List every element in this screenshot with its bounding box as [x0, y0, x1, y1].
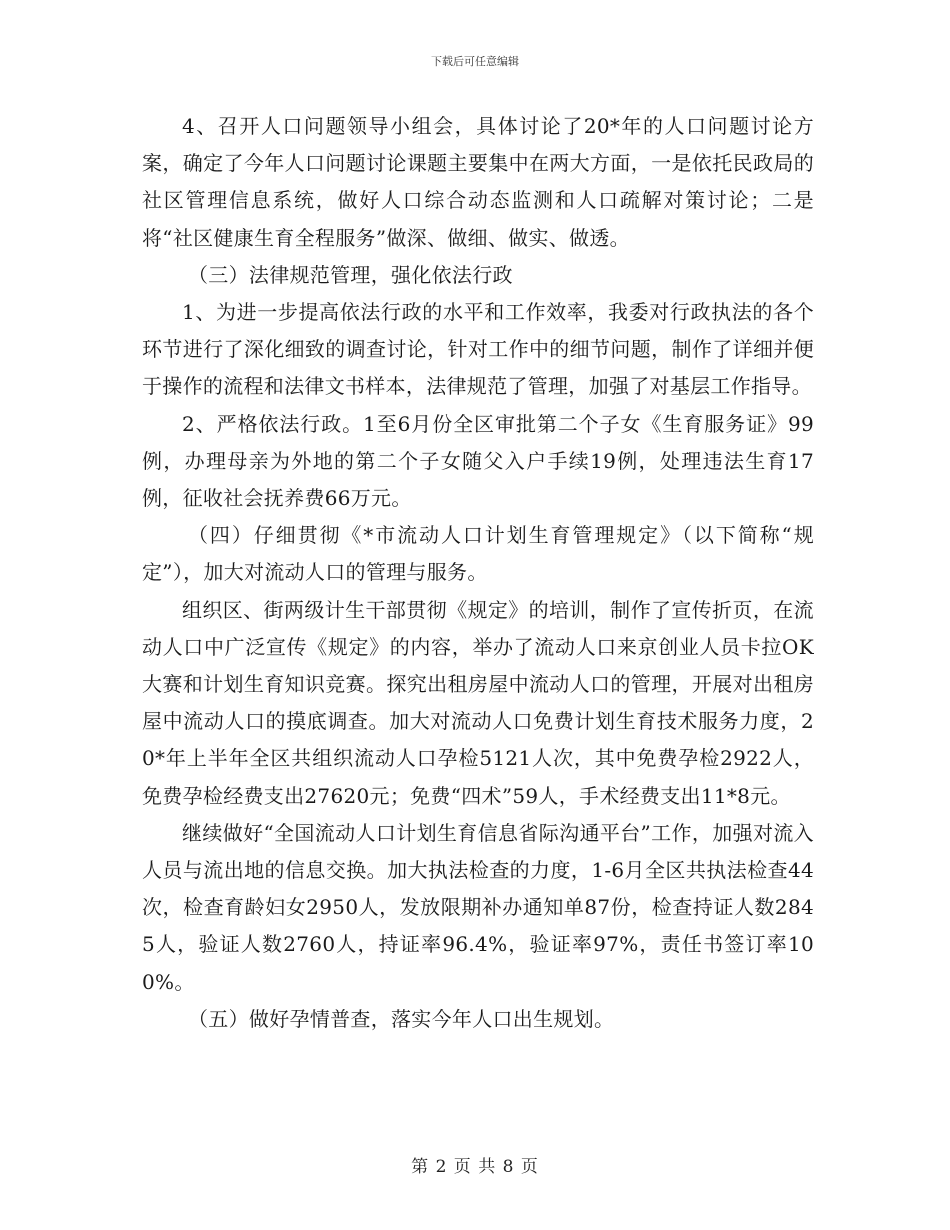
paragraph-item-2: 2、严格依法行政。1至6月份全区审批第二个子女《生育服务证》99例，办理母亲为外地的第二个子女随父入户手续19例，处理违法生育17例，征收社会抚养费66万元。: [142, 411, 814, 511]
section-heading-5: （五）做好孕情普查，落实今年人口出生规划。: [188, 1006, 615, 1031]
paragraph-body: 继续做好“全国流动人口计划生育信息省际沟通平台”工作，加强对流入人员与流出地的信息交换。加大执法检查的力度，1-6月全区共执法检查44次，检查育龄妇女2950人，发放限期补办通知单87份，检查持证人数2845人，验证人数2760人，持证率96.4%，验证率97%，责任书签订率100%。: [142, 820, 814, 994]
paragraph-item-1: 1、为进一步提高依法行政的水平和工作效率，我委对行政执法的各个环节进行了深化细致的调查讨论，针对工作中的细节问题，制作了详细并便于操作的流程和法律文书样本，法律规范了管理，加强了对基层工作指导。: [142, 300, 814, 399]
section-heading-4: （四）仔细贯彻《*市流动人口计划生育管理规定》（以下简称“规定”），加大对流动人口的管理与服务。: [142, 523, 814, 585]
paragraph-item-4: 4、召开人口问题领导小组会，具体讨论了20*年的人口问题讨论方案，确定了今年人口问题讨论课题主要集中在两大方面，一是依托民政局的社区管理信息系统，做好人口综合动态监测和人口疏解对策讨论；二是将“社区健康生育全程服务”做深、做细、做实、做透。: [142, 114, 814, 250]
header-note: 下载后可任意编辑: [431, 55, 519, 68]
paragraph-body: 组织区、街两级计生干部贯彻《规定》的培训，制作了宣传折页，在流动人口中广泛宣传《规定》的内容，举办了流动人口来京创业人员卡拉OK大赛和计划生育知识竞赛。探究出租房屋中流动人口的管理，开展对出租房屋中流动人口的摸底调查。加大对流动人口免费计划生育技术服务力度，20*年上半年全区共组织流动人口孕检5121人次，其中免费孕检2922人，免费孕检经费支出27620元；免费“四术”59人，手术经费支出11*8元。: [142, 597, 814, 808]
page-number: 第 2 页 共 8 页: [411, 1157, 539, 1177]
document-body: [142, 108, 814, 1038]
section-heading-3: （三）法律规范管理，强化依法行政: [188, 262, 513, 287]
